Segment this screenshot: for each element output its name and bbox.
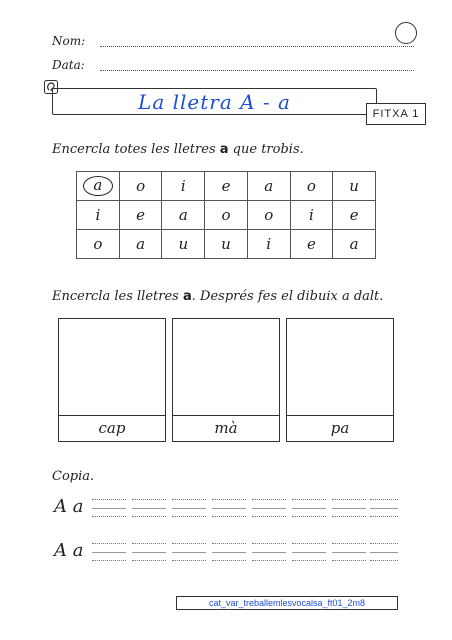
- grid-row: [77, 230, 376, 259]
- grid-cell[interactable]: a: [162, 201, 205, 230]
- grid-cell[interactable]: i: [247, 230, 290, 259]
- writing-line[interactable]: [252, 543, 286, 561]
- grid-cell[interactable]: i: [290, 201, 333, 230]
- writing-line[interactable]: [172, 499, 206, 517]
- letter-grid: [76, 171, 376, 259]
- instruction-2-text: Encercla les lletres: [52, 289, 179, 304]
- grid-row: [77, 172, 376, 201]
- circled-letter: a: [83, 176, 113, 196]
- fitxa-badge: FITXA 1: [366, 103, 426, 125]
- writing-line[interactable]: [292, 543, 326, 561]
- date-field[interactable]: [52, 58, 85, 72]
- grid-cell[interactable]: [77, 172, 120, 201]
- grid-cell[interactable]: u: [162, 230, 205, 259]
- writing-line[interactable]: [212, 499, 246, 517]
- instruction-2-suffix: . Després fes el dibuix a dalt.: [191, 289, 384, 304]
- name-field[interactable]: [52, 34, 85, 48]
- writing-line[interactable]: [92, 499, 126, 517]
- grid-cell[interactable]: e: [333, 201, 376, 230]
- instruction-1: [52, 142, 304, 157]
- drawing-box-pa[interactable]: [286, 318, 394, 442]
- grid-cell[interactable]: u: [205, 230, 248, 259]
- instruction-2: [52, 289, 383, 304]
- grid-cell[interactable]: a: [333, 230, 376, 259]
- copy-row[interactable]: [52, 497, 398, 519]
- instruction-1-suffix: que trobis.: [228, 142, 304, 157]
- drawing-box-ma[interactable]: [172, 318, 280, 442]
- writing-line[interactable]: [132, 499, 166, 517]
- instruction-1-letter: a: [219, 142, 229, 157]
- writing-line[interactable]: [132, 543, 166, 561]
- grid-cell[interactable]: a: [119, 230, 162, 259]
- corner-circle: [395, 22, 417, 44]
- grid-cell[interactable]: i: [77, 201, 120, 230]
- grid-cell[interactable]: e: [119, 201, 162, 230]
- writing-line[interactable]: [212, 543, 246, 561]
- writing-line[interactable]: [332, 499, 366, 517]
- page-title: La lletra A - a: [138, 90, 291, 114]
- copy-model: A a: [54, 540, 84, 561]
- instruction-2-letter: a: [182, 289, 192, 304]
- name-label: Nom:: [52, 34, 86, 48]
- grid-cell[interactable]: o: [205, 201, 248, 230]
- writing-line[interactable]: [92, 543, 126, 561]
- writing-line[interactable]: [370, 499, 398, 517]
- date-label: Data:: [52, 58, 85, 72]
- copy-model: A a: [54, 496, 84, 517]
- copy-row[interactable]: [52, 541, 398, 563]
- grid-cell[interactable]: u: [333, 172, 376, 201]
- writing-line[interactable]: [332, 543, 366, 561]
- writing-line[interactable]: [172, 543, 206, 561]
- drawing-box-cap[interactable]: [58, 318, 166, 442]
- word-label: pa: [287, 415, 393, 441]
- grid-cell[interactable]: i: [162, 172, 205, 201]
- writing-line[interactable]: [252, 499, 286, 517]
- name-dotted-line: [100, 46, 414, 47]
- writing-line[interactable]: [292, 499, 326, 517]
- grid-row: [77, 201, 376, 230]
- grid-cell[interactable]: e: [290, 230, 333, 259]
- instruction-3: Copia.: [52, 469, 95, 484]
- instruction-1-text: Encercla totes les lletres: [52, 142, 216, 157]
- grid-cell[interactable]: e: [205, 172, 248, 201]
- title-bar: [52, 88, 377, 115]
- footer-code: cat_var_treballemlesvocalsa_ft01_2m8: [176, 596, 398, 610]
- grid-cell[interactable]: o: [247, 201, 290, 230]
- grid-cell[interactable]: o: [290, 172, 333, 201]
- grid-cell[interactable]: o: [119, 172, 162, 201]
- word-label: cap: [59, 415, 165, 441]
- writing-line[interactable]: [370, 543, 398, 561]
- word-label: mà: [173, 415, 279, 441]
- grid-cell[interactable]: a: [247, 172, 290, 201]
- date-dotted-line: [100, 70, 414, 71]
- grid-cell[interactable]: o: [77, 230, 120, 259]
